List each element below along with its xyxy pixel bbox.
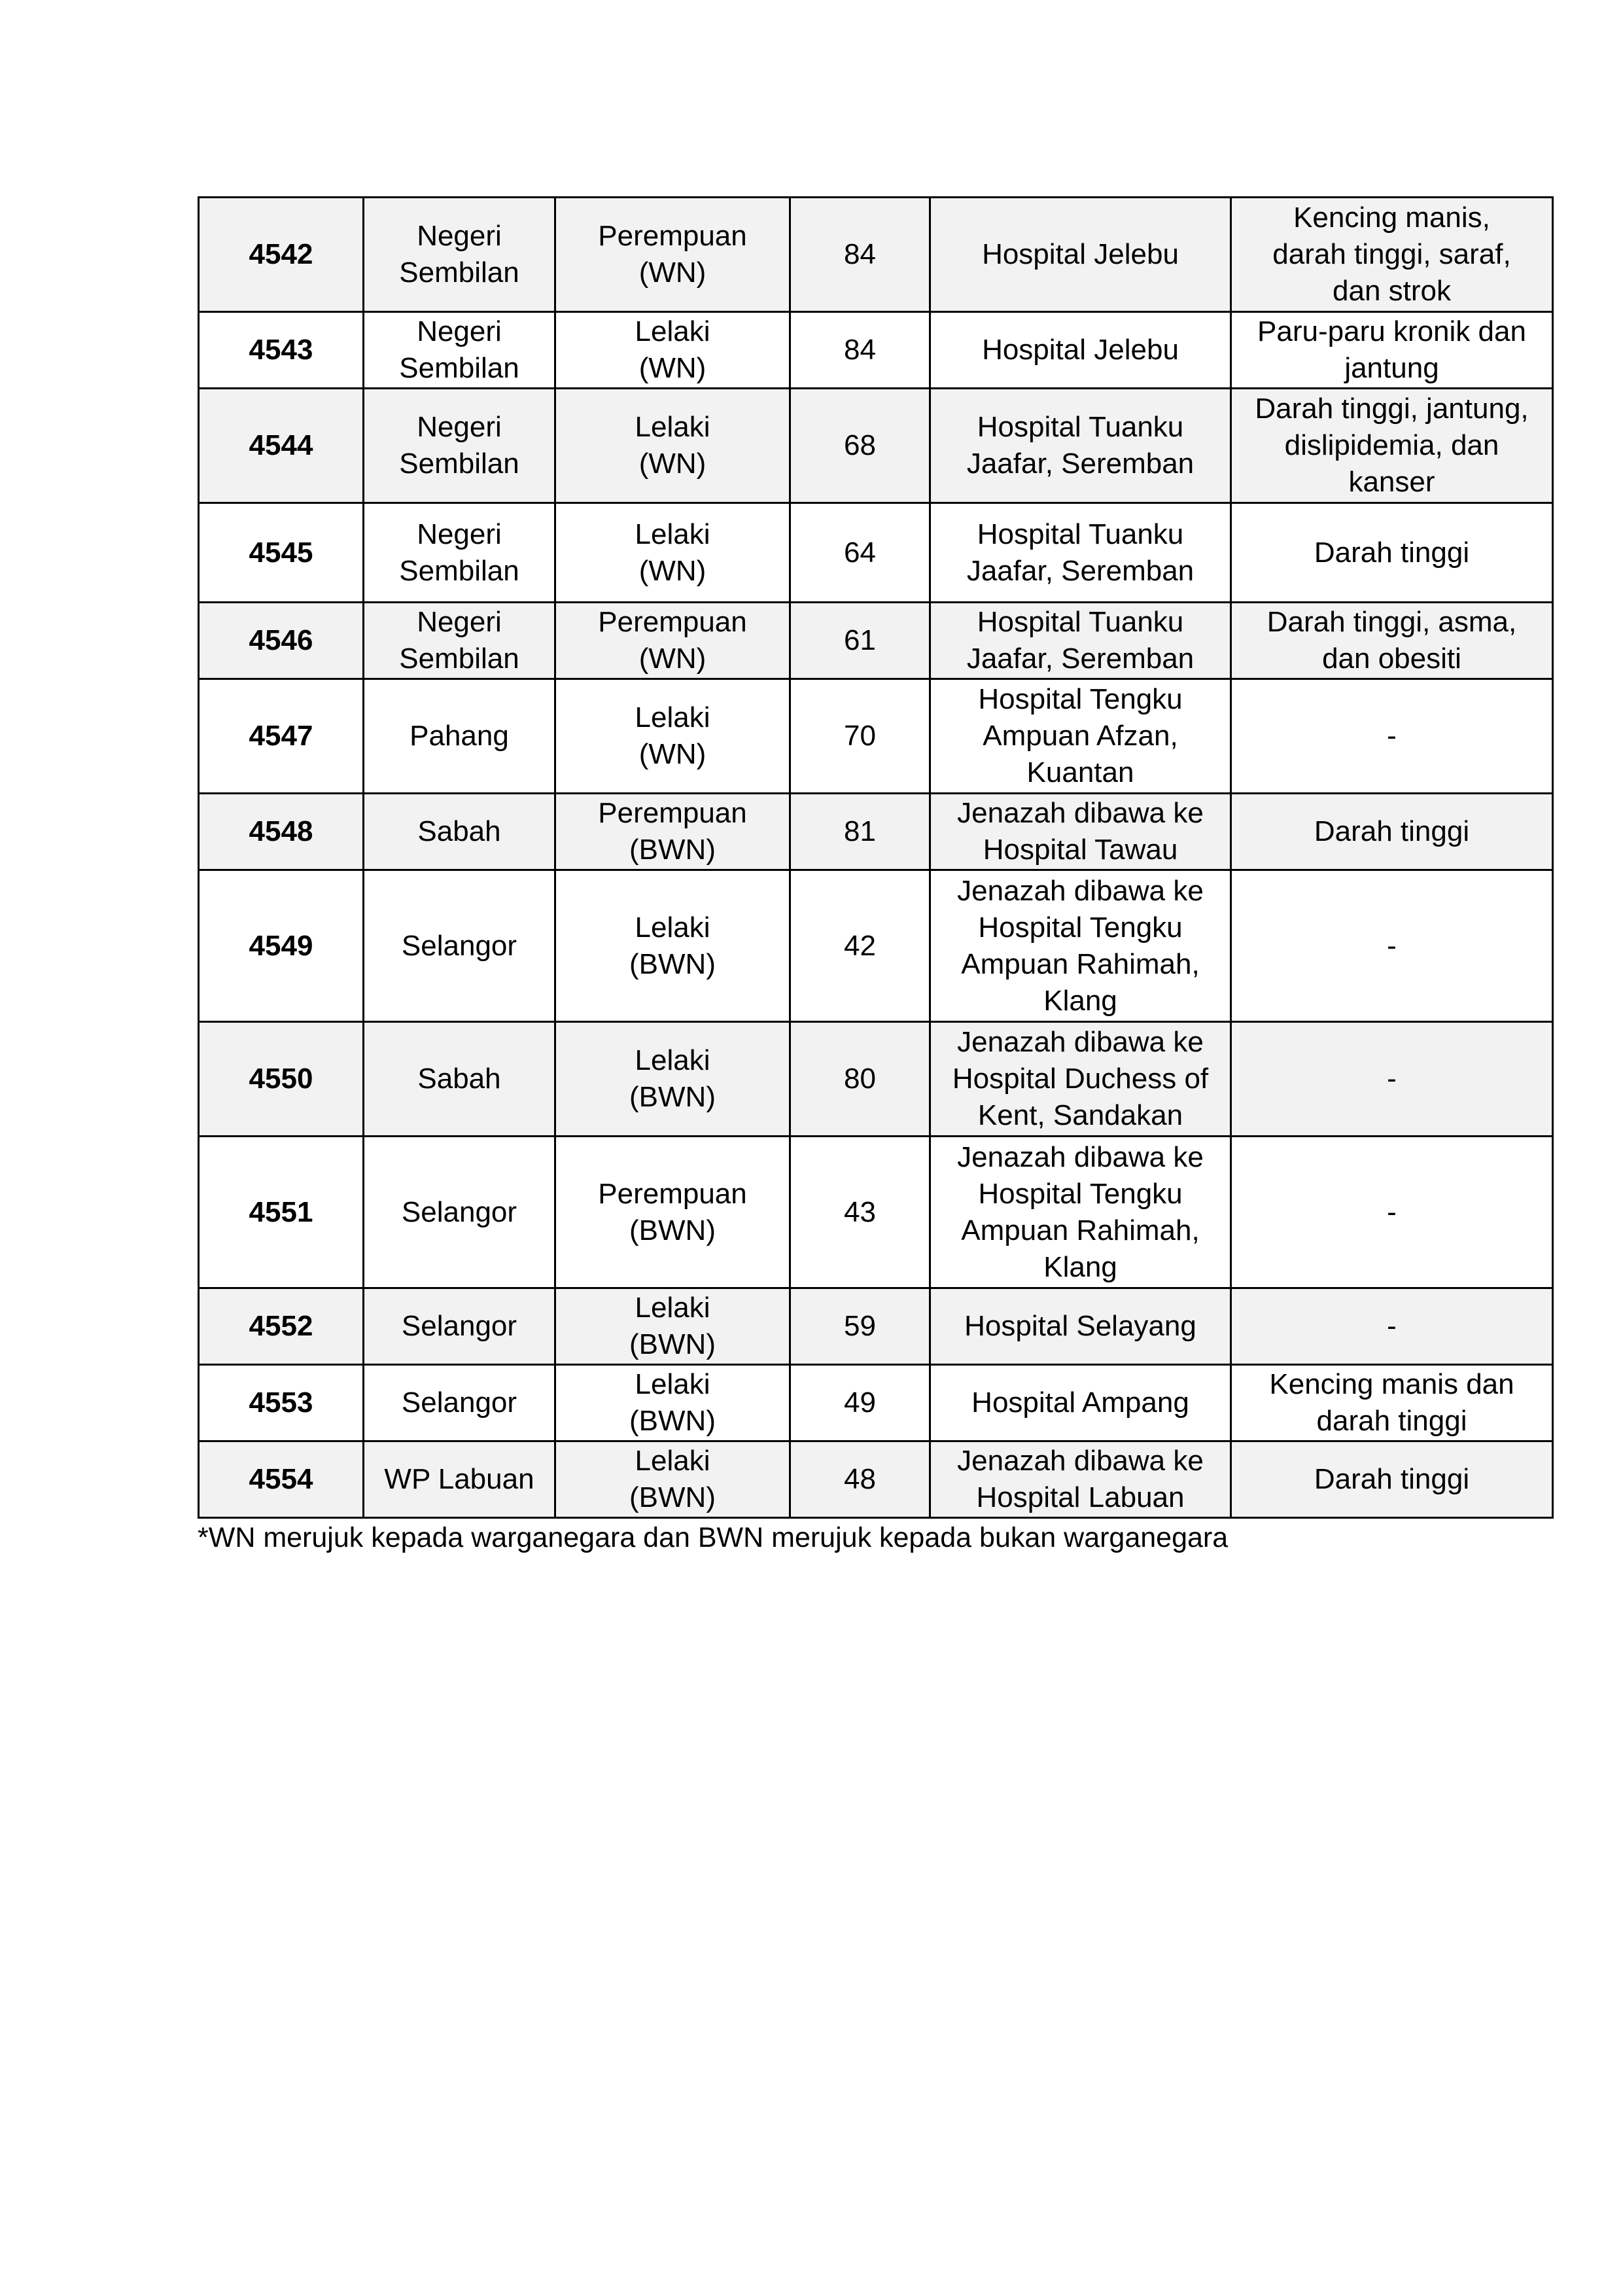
cell-text-line: Lelaki (635, 518, 710, 550)
cell-text-line: Negeri (417, 411, 502, 443)
cell-text-line: Lelaki (635, 1292, 710, 1324)
table-row (199, 794, 1553, 870)
cell-age: 64 (790, 503, 930, 603)
cell-gender-citizenship (555, 603, 790, 679)
table-row (199, 679, 1553, 794)
cell-text-line: jantung (1344, 352, 1439, 384)
cell-text-line: Darah tinggi, asma, (1266, 606, 1517, 638)
cell-text-line: Hospital Ampang (971, 1386, 1189, 1419)
cell-state (364, 1441, 555, 1518)
cell-text-line: Lelaki (635, 1445, 710, 1477)
cell-state (364, 1288, 555, 1365)
cell-text-line: Sembilan (399, 554, 519, 587)
cell-text-line: Hospital Tengku (978, 911, 1183, 944)
cell-text-line: darah tinggi (1316, 1405, 1467, 1437)
cell-text-line: - (1387, 720, 1397, 752)
cell-state (364, 1137, 555, 1288)
cell-text-line: Sembilan (399, 643, 519, 675)
cell-text-line: Hospital Tengku (978, 1177, 1183, 1210)
cell-hospital (930, 503, 1231, 603)
cell-text-line: Sabah (417, 815, 501, 847)
cell-text-line: Negeri (417, 220, 502, 252)
cell-text-line: Hospital Tawau (983, 834, 1178, 866)
cell-text-line: Negeri (417, 606, 502, 638)
cell-comorbidity (1231, 1022, 1553, 1137)
cell-text-line: Hospital Jelebu (982, 334, 1179, 366)
cell-gender-citizenship (555, 679, 790, 794)
cell-hospital (930, 312, 1231, 389)
table-row (199, 1441, 1553, 1518)
table-row (199, 198, 1553, 312)
cell-hospital (930, 1365, 1231, 1441)
cell-gender-citizenship (555, 1022, 790, 1137)
cell-text-line: Sembilan (399, 256, 519, 289)
cell-state (364, 1022, 555, 1137)
cell-text-line: (BWN) (629, 947, 716, 980)
cell-text-line: Sembilan (399, 352, 519, 384)
table-row (199, 603, 1553, 679)
cell-text-line: Hospital Tuanku (977, 518, 1184, 550)
cell-age: 59 (790, 1288, 930, 1365)
cell-comorbidity (1231, 870, 1553, 1022)
cell-case-number: 4546 (199, 603, 364, 679)
cell-text-line: Selangor (401, 1310, 517, 1342)
cell-hospital (930, 198, 1231, 312)
cell-comorbidity (1231, 603, 1553, 679)
cell-text-line: Hospital Tuanku (977, 411, 1184, 443)
table-row (199, 389, 1553, 503)
cell-case-number: 4544 (199, 389, 364, 503)
cell-comorbidity (1231, 1441, 1553, 1518)
cell-hospital (930, 1137, 1231, 1288)
cell-text-line: (BWN) (629, 1214, 716, 1246)
cell-state (364, 389, 555, 503)
cell-text-line: Ampuan Rahimah, (961, 947, 1200, 980)
cell-text-line: Negeri (417, 315, 502, 347)
cell-text-line: Paru-paru kronik dan (1257, 315, 1526, 347)
cell-gender-citizenship (555, 1365, 790, 1441)
cell-state (364, 503, 555, 603)
cell-text-line: Perempuan (598, 1177, 747, 1210)
cell-hospital (930, 1288, 1231, 1365)
case-table-container (198, 196, 1552, 1519)
cell-gender-citizenship (555, 1137, 790, 1288)
cell-text-line: Lelaki (635, 315, 710, 347)
cell-text-line: Darah tinggi, jantung, (1255, 393, 1529, 425)
cell-age: 81 (790, 794, 930, 870)
cell-case-number: 4553 (199, 1365, 364, 1441)
cell-case-number: 4542 (199, 198, 364, 312)
cell-text-line: Perempuan (598, 606, 747, 638)
cell-hospital (930, 603, 1231, 679)
cell-text-line: Selangor (401, 1386, 517, 1419)
cell-text-line: Darah tinggi (1314, 815, 1470, 847)
cell-text-line: Lelaki (635, 1044, 710, 1076)
cell-comorbidity (1231, 1365, 1553, 1441)
cell-case-number: 4543 (199, 312, 364, 389)
cell-gender-citizenship (555, 389, 790, 503)
cell-hospital (930, 870, 1231, 1022)
cell-text-line: Hospital Labuan (976, 1481, 1185, 1513)
cell-text-line: (WN) (638, 256, 707, 289)
cell-state (364, 794, 555, 870)
cell-comorbidity (1231, 198, 1553, 312)
cell-text-line: - (1387, 1310, 1397, 1342)
cell-text-line: kanser (1348, 466, 1435, 498)
cell-state (364, 679, 555, 794)
table-row (199, 503, 1553, 603)
cell-text-line: Jaafar, Seremban (966, 554, 1195, 587)
cell-text-line: Hospital Selayang (964, 1310, 1196, 1342)
cell-text-line: (BWN) (629, 1481, 716, 1513)
cell-text-line: Jaafar, Seremban (966, 643, 1195, 675)
cell-text-line: Kencing manis dan (1269, 1368, 1514, 1400)
cell-gender-citizenship (555, 1441, 790, 1518)
cell-gender-citizenship (555, 312, 790, 389)
cell-text-line: Sabah (417, 1063, 501, 1095)
cell-text-line: (BWN) (629, 1328, 716, 1360)
cell-text-line: Ampuan Rahimah, (961, 1214, 1200, 1246)
cell-hospital (930, 389, 1231, 503)
cell-state (364, 312, 555, 389)
cell-text-line: (WN) (638, 352, 707, 384)
cell-text-line: Kuantan (1026, 756, 1134, 788)
cell-hospital (930, 1022, 1231, 1137)
cell-text-line: Lelaki (635, 411, 710, 443)
cell-text-line: Perempuan (598, 220, 747, 252)
cell-gender-citizenship (555, 503, 790, 603)
cell-text-line: Jenazah dibawa ke (957, 874, 1204, 907)
cell-gender-citizenship (555, 1288, 790, 1365)
cell-text-line: (WN) (638, 738, 707, 770)
cell-text-line: Negeri (417, 518, 502, 550)
cell-text-line: Hospital Tengku (978, 683, 1183, 715)
cell-text-line: WP Labuan (384, 1463, 534, 1495)
cell-comorbidity (1231, 1137, 1553, 1288)
cell-age: 48 (790, 1441, 930, 1518)
cell-text-line: Klang (1043, 984, 1117, 1017)
cell-text-line: Ampuan Afzan, (983, 720, 1178, 752)
cell-state (364, 870, 555, 1022)
table-body (199, 198, 1553, 1518)
cell-hospital (930, 794, 1231, 870)
table-row (199, 312, 1553, 389)
cell-text-line: Kencing manis, (1293, 202, 1490, 234)
cell-text-line: Kent, Sandakan (977, 1099, 1183, 1131)
cell-age: 70 (790, 679, 930, 794)
cell-text-line: Jaafar, Seremban (966, 448, 1195, 480)
cell-text-line: (BWN) (629, 834, 716, 866)
cell-age: 43 (790, 1137, 930, 1288)
cell-text-line: (WN) (638, 554, 707, 587)
cell-text-line: dislipidemia, dan (1284, 429, 1499, 461)
cell-text-line: Jenazah dibawa ke (957, 1026, 1204, 1058)
cell-text-line: Jenazah dibawa ke (957, 797, 1204, 829)
cell-text-line: Jenazah dibawa ke (957, 1445, 1204, 1477)
cell-hospital (930, 679, 1231, 794)
cell-gender-citizenship (555, 794, 790, 870)
cell-text-line: Sembilan (399, 448, 519, 480)
cell-age: 84 (790, 198, 930, 312)
cell-comorbidity (1231, 503, 1553, 603)
cell-text-line: darah tinggi, saraf, (1272, 238, 1511, 270)
table-row (199, 870, 1553, 1022)
cell-gender-citizenship (555, 198, 790, 312)
cell-text-line: - (1387, 1063, 1397, 1095)
cell-age: 84 (790, 312, 930, 389)
cell-age: 68 (790, 389, 930, 503)
cell-text-line: Darah tinggi (1314, 536, 1470, 569)
cell-state (364, 198, 555, 312)
cell-text-line: (WN) (638, 643, 707, 675)
cell-text-line: Darah tinggi (1314, 1463, 1470, 1495)
cell-comorbidity (1231, 312, 1553, 389)
cell-comorbidity (1231, 1288, 1553, 1365)
cell-text-line: Hospital Duchess of (952, 1063, 1209, 1095)
cell-case-number: 4549 (199, 870, 364, 1022)
cell-text-line: Lelaki (635, 911, 710, 944)
cell-text-line: dan obesiti (1322, 643, 1461, 675)
cell-case-number: 4548 (199, 794, 364, 870)
cell-comorbidity (1231, 679, 1553, 794)
cell-comorbidity (1231, 389, 1553, 503)
cell-state (364, 603, 555, 679)
cell-text-line: (WN) (638, 448, 707, 480)
cell-age: 42 (790, 870, 930, 1022)
cell-text-line: Lelaki (635, 1368, 710, 1400)
cell-text-line: Jenazah dibawa ke (957, 1140, 1204, 1173)
table-row (199, 1288, 1553, 1365)
cell-text-line: Perempuan (598, 797, 747, 829)
cell-case-number: 4545 (199, 503, 364, 603)
cell-text-line: Hospital Jelebu (982, 238, 1179, 270)
cell-case-number: 4552 (199, 1288, 364, 1365)
cell-text-line: Selangor (401, 929, 517, 962)
cell-text-line: Hospital Tuanku (977, 606, 1184, 638)
table-row (199, 1022, 1553, 1137)
cell-case-number: 4547 (199, 679, 364, 794)
cell-text-line: (BWN) (629, 1405, 716, 1437)
cell-case-number: 4550 (199, 1022, 364, 1137)
death-cases-table (198, 196, 1554, 1519)
cell-case-number: 4551 (199, 1137, 364, 1288)
cell-text-line: Pahang (410, 720, 509, 752)
cell-age: 49 (790, 1365, 930, 1441)
cell-text-line: - (1387, 929, 1397, 962)
cell-hospital (930, 1441, 1231, 1518)
cell-state (364, 1365, 555, 1441)
table-row (199, 1365, 1553, 1441)
cell-gender-citizenship (555, 870, 790, 1022)
footnote: *WN merujuk kepada warganegara dan BWN merujuk kepada bukan warganegara (198, 1522, 1229, 1553)
cell-comorbidity (1231, 794, 1553, 870)
table-row (199, 1137, 1553, 1288)
cell-text-line: dan strok (1333, 275, 1451, 307)
cell-text-line: Klang (1043, 1250, 1117, 1283)
cell-text-line: Selangor (401, 1195, 517, 1228)
cell-case-number: 4554 (199, 1441, 364, 1518)
cell-text-line: - (1387, 1195, 1397, 1228)
cell-text-line: (BWN) (629, 1081, 716, 1113)
cell-text-line: Lelaki (635, 701, 710, 733)
cell-age: 61 (790, 603, 930, 679)
cell-age: 80 (790, 1022, 930, 1137)
